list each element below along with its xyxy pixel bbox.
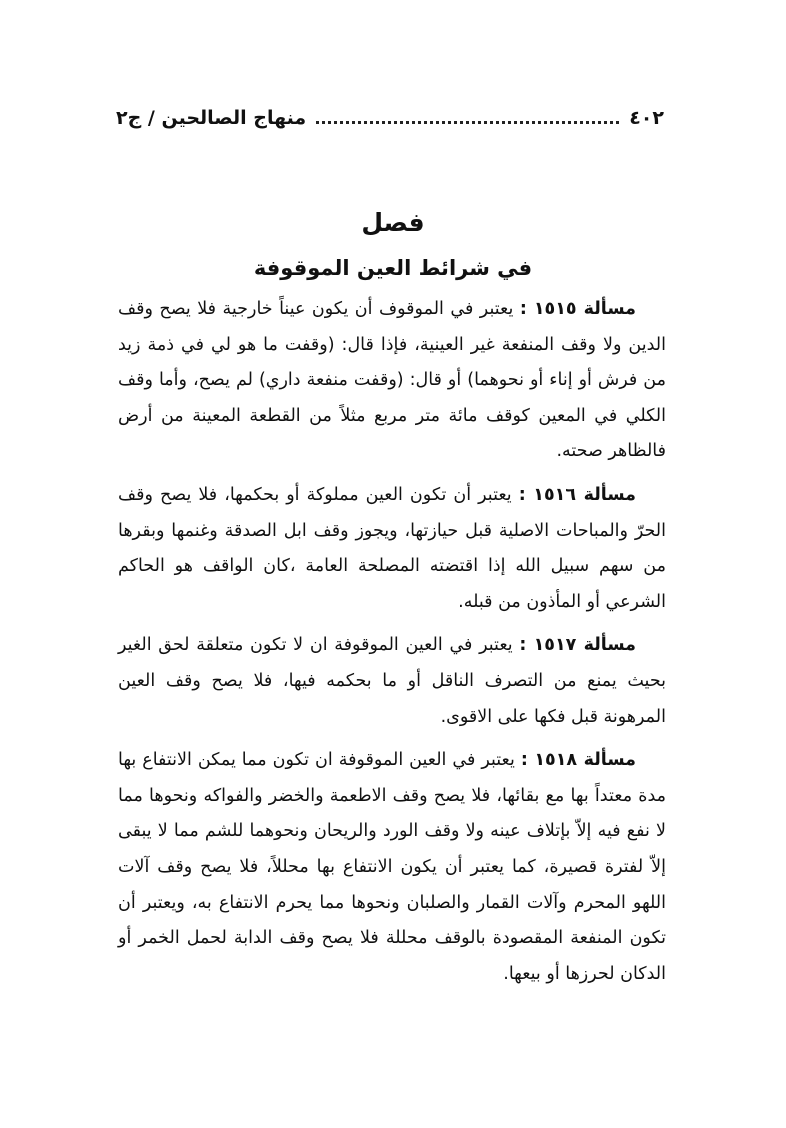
paragraph-masala-1515 [118, 292, 666, 470]
paragraph-masala-1516 [118, 478, 666, 620]
masala-label: مسألة ١٥١٨ : [520, 750, 636, 771]
section-subtitle: في شرائط العين الموقوفة [253, 256, 533, 280]
book-title: منهاج الصالحين / ج٢ [116, 107, 307, 129]
section-title: فصل [361, 208, 425, 237]
running-header [116, 98, 664, 138]
page-number: ٤٠٢ [629, 107, 664, 129]
paragraph-text: يعتبر في الموقوف أن يكون عيناً خارجية فلا يصح وقف الدين ولا وقف المنفعة غير العينية، فإذا قال: (وقفت ما هو لي في ذمة زيد من فرش أو إناء أو نحوهما) أو قال: (وقفت منفعة داري) لم يصح، وأما وقف الكلي في المعين كوقف مائة متر مربع مثلاً من القطعة المعينة من أرض فالظاهر صحته. [118, 299, 666, 462]
masala-label: مسألة ١٥١٦ : [518, 484, 636, 505]
masala-label: مسألة ١٥١٧ : [519, 635, 636, 656]
paragraph-masala-1517 [118, 628, 666, 735]
masala-label: مسألة ١٥١٥ : [519, 299, 636, 319]
body-text [118, 292, 666, 1000]
paragraph-text: يعتبر في العين الموقوفة ان تكون مما يمكن الانتفاع بها مدة معتداً بها مع بقائها، فلا يصح وقف الاطعمة والخضر والفواكه ونحوها مما لا نفع فيه إلاّ بإتلاف عينه ولا وقف الورد والريحان ونحوهما للشم مما لا يبقى إلاّ لفترة قصيرة، كما يعتبر أن يكون الانتفاع بها محللاً، فلا يصح وقف آلات اللهو المحرم وآلات القمار والصلبان ونحوها مما يحرم الانتفاع به، ويعتبر أن تكون المنفعة المقصودة بالوقف محللة فلا يصح وقف الدابة لحمل الخمر أو الدكان لحرزها أو بيعها. [118, 750, 666, 984]
paragraph-masala-1518 [118, 743, 666, 992]
paragraph-text: يعتبر أن تكون العين مملوكة أو بحكمها، فلا يصح وقف الحرّ والمباحات الاصلية قبل حيازتها، ويجوز وقف ابل الصدقة وغنمها وبقرها من سهم سبيل الله إذا اقتضته المصلحة العامة ،كان الواقف هو الحاكم الشرعي أو المأذون من قبله. [118, 484, 666, 612]
leader-dots [316, 121, 619, 124]
paragraph-text: يعتبر في العين الموقوفة ان لا تكون متعلقة لحق الغير بحيث يمنع من التصرف الناقل أو ما بحكمه فيها، فلا يصح وقف العين المرهونة قبل فكها على الاقوى. [118, 635, 666, 727]
